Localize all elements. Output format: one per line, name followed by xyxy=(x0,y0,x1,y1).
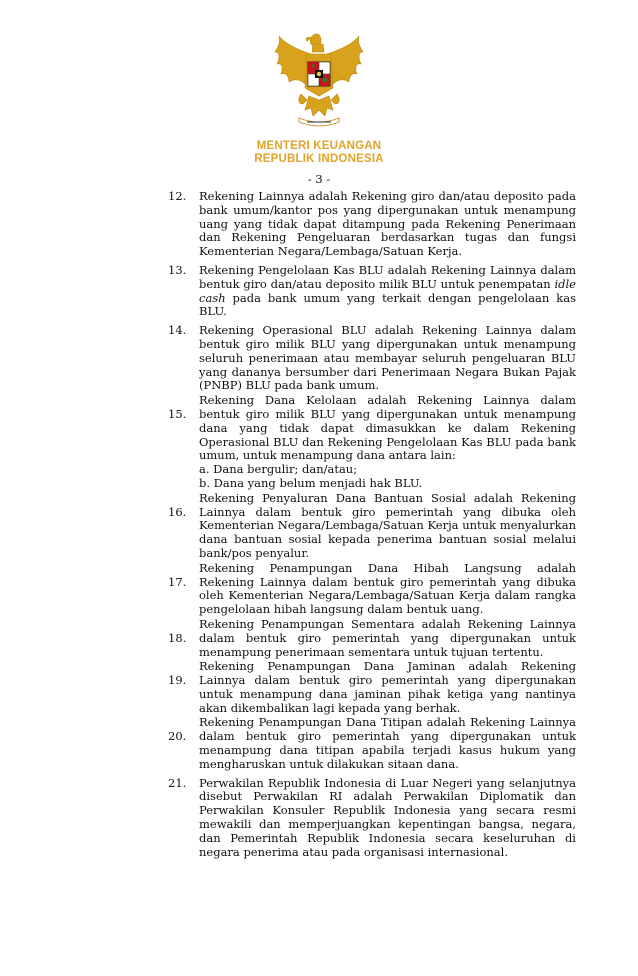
definition-list xyxy=(168,190,576,864)
item-text xyxy=(199,264,576,319)
item-text: Rekening Penyaluran Dana Bantuan Sosial adalah Rekening Lainnya dalam bentuk giro pemerintah yang dibuka oleh Kementerian Negara/Lembaga/Satuan Kerja untuk menyalurkan dana bantuan sosial kepada penerima bantuan sosial melalui bank/pos penyalur. xyxy=(199,490,576,560)
sub-item-b: b. Dana yang belum menjadi hak BLU. xyxy=(199,475,423,490)
item-number: 12. xyxy=(168,189,187,203)
list-item-12 xyxy=(168,190,576,259)
item-text: Rekening Penampungan Dana Titipan adalah Rekening Lainnya dalam bentuk giro pemerintah yang dipergunakan untuk menampung dana titipan apabila terjadi kasus hukum yang mengharuskan untuk dilakukan sitaan dana. xyxy=(199,715,576,771)
item-number: 16. xyxy=(168,504,187,519)
item-number: 21. xyxy=(168,775,187,790)
item-number: 18. xyxy=(168,630,187,645)
item-text-part: pada bank umum yang terkait dengan pengelolaan kas BLU. xyxy=(199,290,576,319)
page-number: - 3 - xyxy=(307,172,331,186)
item-text: Rekening Penampungan Sementara adalah Rekening Lainnya dalam bentuk giro pemerintah yang dipergunakan untuk menampung penerimaan sementara untuk tujuan tertentu. xyxy=(199,616,576,659)
list-item-20 xyxy=(168,716,576,771)
item-number: 19. xyxy=(168,673,187,688)
list-item-15 xyxy=(168,394,576,491)
item-text: Rekening Penampungan Dana Hibah Langsung adalah Rekening Lainnya dalam bentuk giro pemerintah yang dibuka oleh Kementerian Negara/Lembaga/Satuan Kerja dalam rangka pengelolaan hibah langsung dalam bentuk uang. xyxy=(199,560,576,617)
item-number: 17. xyxy=(168,574,187,589)
item-text: Perwakilan Republik Indonesia di Luar Negeri yang selanjutnya disebut Perwakilan RI adalah Perwakilan Diplomatik dan Perwakilan Konsuler Republik Indonesia yang secara resmi mewakili dan memperjuangkan kepentingan bangsa, negara, dan Pemerintah Republik Indonesia secara keseluruhan di negara penerima atau pada organisasi internasional. xyxy=(199,775,576,859)
item-text xyxy=(199,394,576,491)
org-name-line2: REPUBLIK INDONESIA xyxy=(254,153,384,165)
list-item-13 xyxy=(168,264,576,319)
item-number: 15. xyxy=(168,407,187,422)
list-item-14 xyxy=(168,324,576,393)
item-text: Rekening Operasional BLU adalah Rekening Lainnya dalam bentuk giro milik BLU yang dipergunakan untuk menampung seluruh penerimaan atau membayar seluruh pengeluaran BLU yang dananya bersumber dari Penerimaan Negara Bukan Pajak (PNBP) BLU pada bank umum. xyxy=(199,323,576,393)
item-text-part: Rekening Pengelolaan Kas BLU adalah Rekening Lainnya dalam bentuk giro dan/atau deposito milik BLU untuk penempatan xyxy=(199,262,576,291)
list-item-21 xyxy=(168,777,576,860)
item-text-emphasis: idle cash xyxy=(199,276,576,305)
org-name-line1: MENTERI KEUANGAN xyxy=(256,140,382,152)
item-number: 13. xyxy=(168,262,187,277)
item-number: 14. xyxy=(168,323,187,338)
item-number: 20. xyxy=(168,729,187,744)
item-text: Rekening Lainnya adalah Rekening giro dan/atau deposito pada bank umum/kantor pos yang dipergunakan untuk menampung uang yang tidak dapat ditampung pada Rekening Penerimaan dan Rekening Pengeluaran berdasarkan tugas dan fungsi Kementerian Negara/Lembaga/Satuan Kerja. xyxy=(199,189,576,259)
item-text-main: Rekening Dana Kelolaan adalah Rekening Lainnya dalam bentuk giro milik BLU yang dipergunakan untuk menampung dana yang tidak dapat dimasukkan ke dalam Rekening Operasional BLU dan Rekening Pengelolaan Kas BLU pada bank umum, untuk menampung dana antara lain: xyxy=(199,393,576,463)
list-item-17 xyxy=(168,562,576,617)
garuda-pancasila-emblem-icon xyxy=(271,30,367,130)
list-item-16 xyxy=(168,492,576,561)
list-item-19 xyxy=(168,660,576,715)
list-item-18 xyxy=(168,618,576,659)
sub-item-a: a. Dana bergulir; dan/atau; xyxy=(199,462,358,477)
item-text: Rekening Penampungan Dana Jaminan adalah Rekening Lainnya dalam bentuk giro pemerintah yang dipergunakan untuk menampung dana jaminan pihak ketiga yang nantinya akan dikembalikan lagi kepada yang berhak. xyxy=(199,659,576,715)
